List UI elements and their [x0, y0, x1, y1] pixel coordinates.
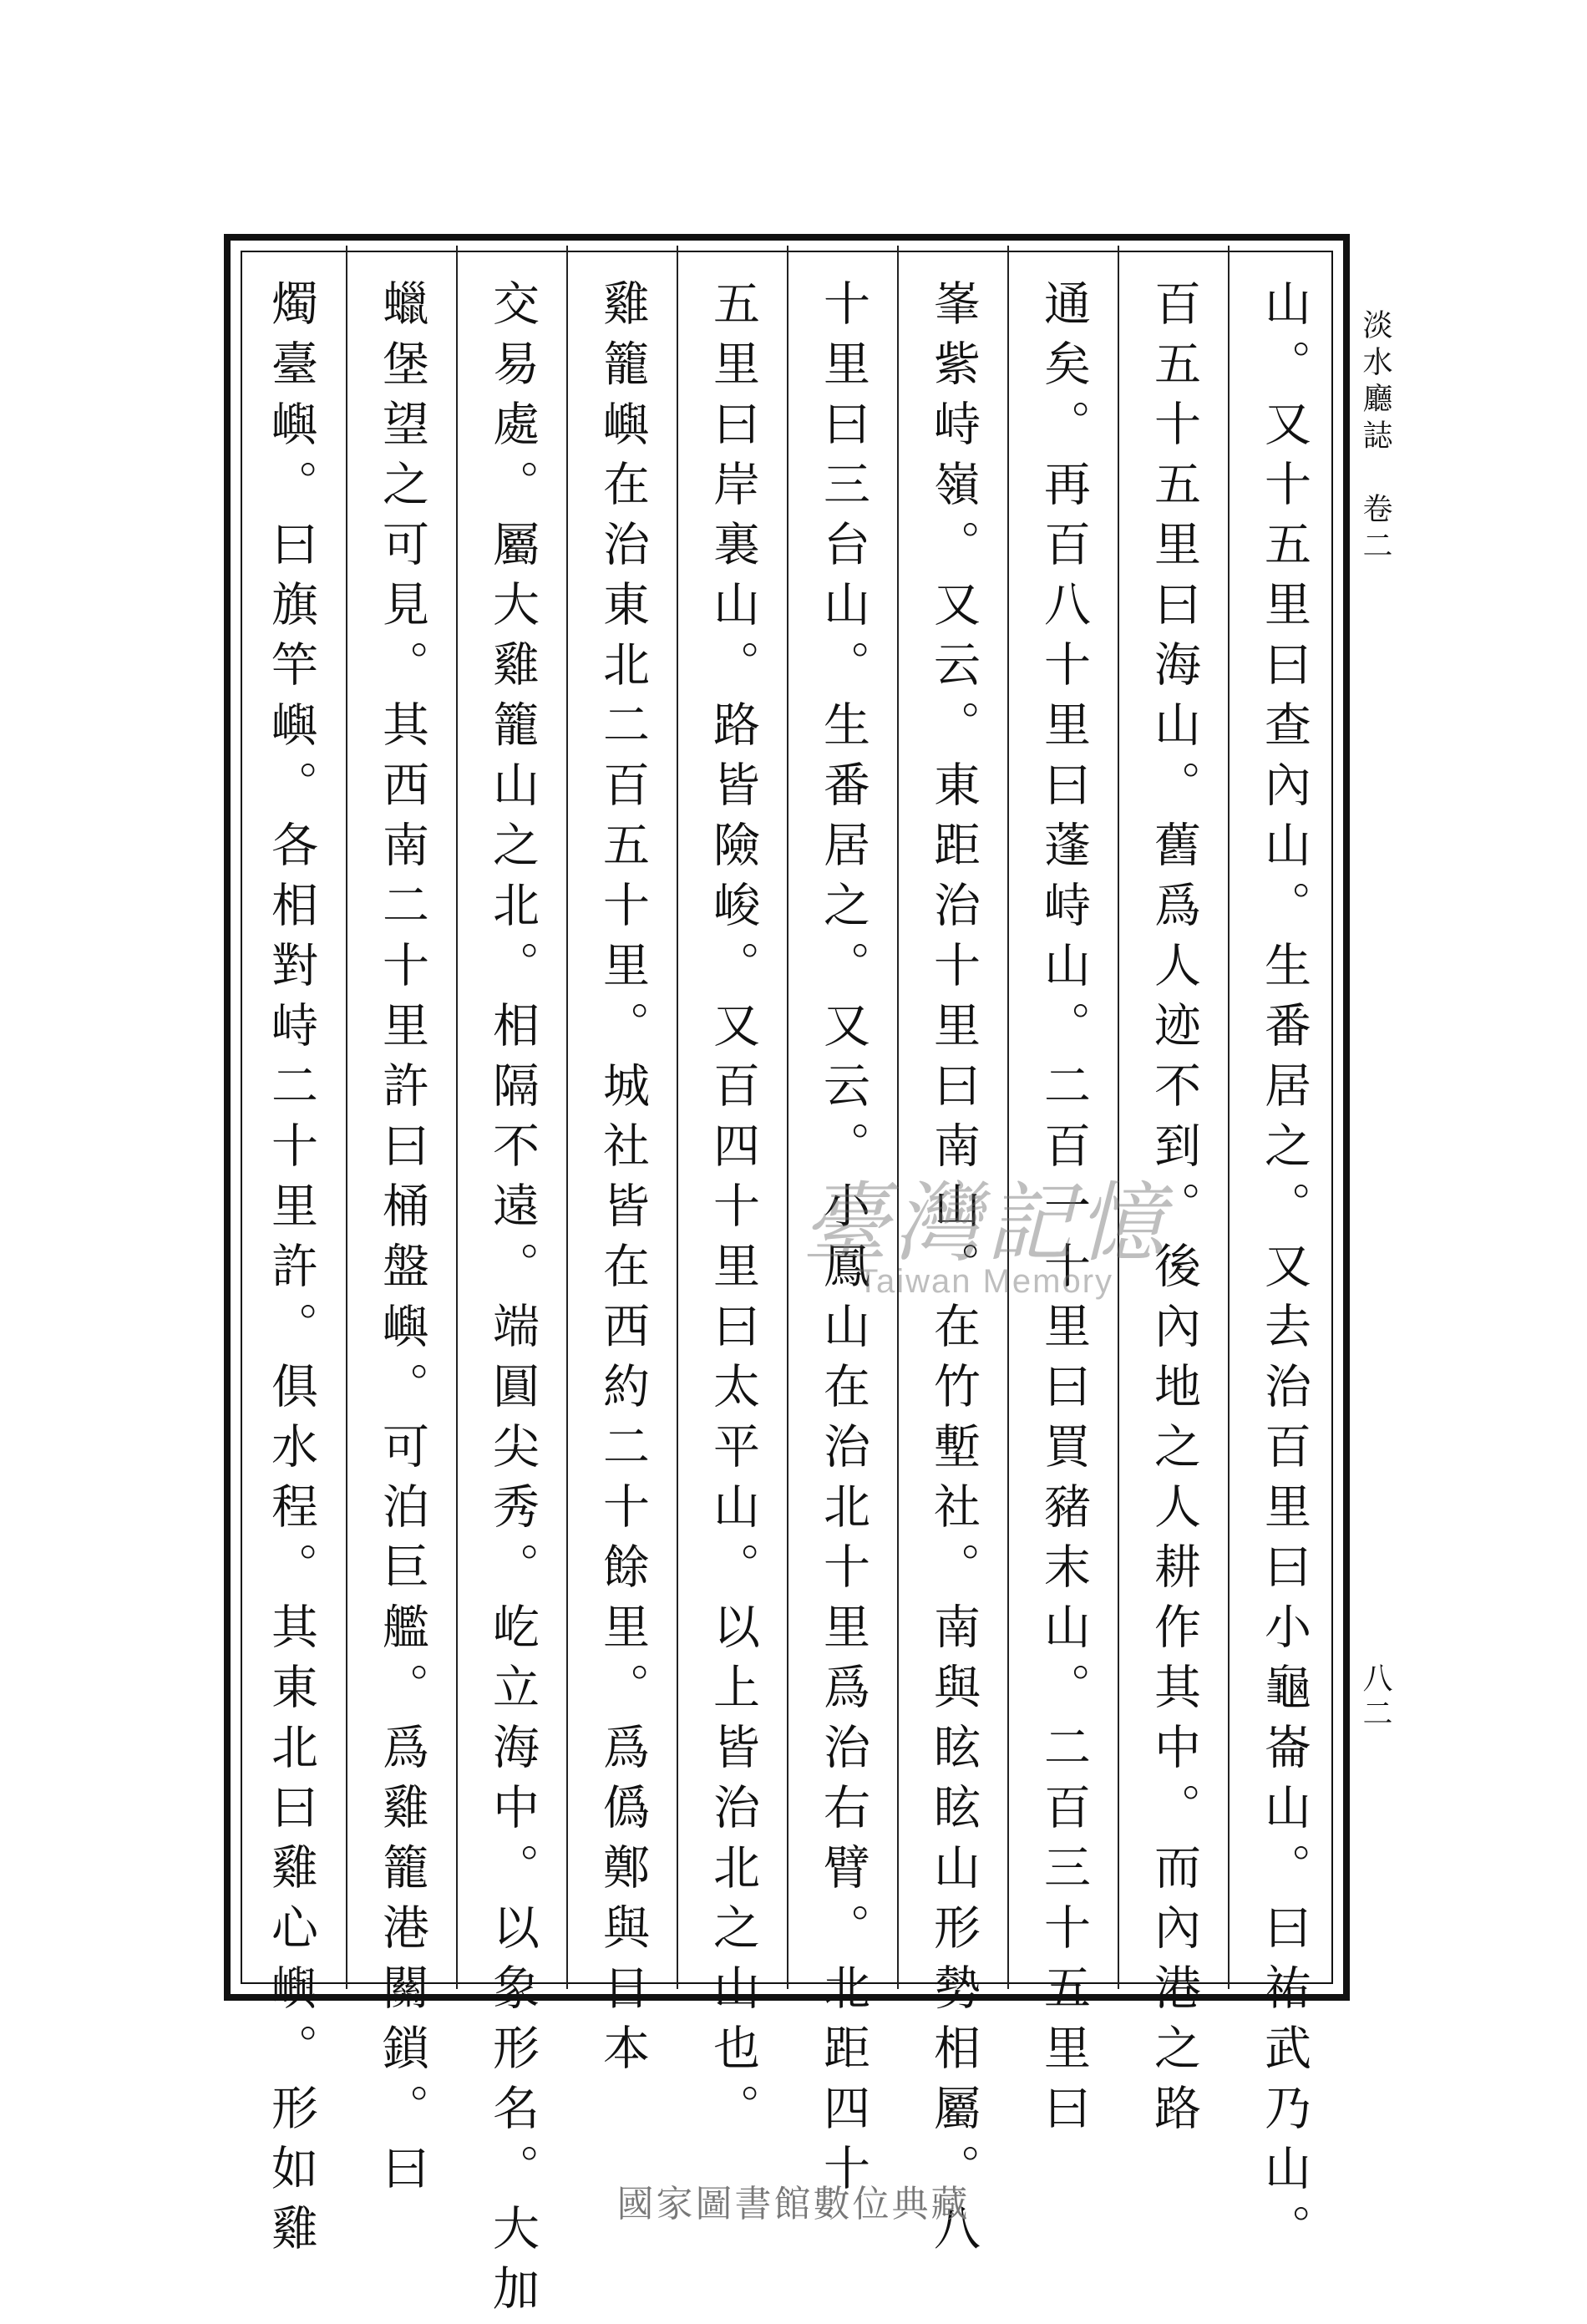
watermark-chinese: 臺灣記憶: [802, 1172, 1170, 1274]
text-column-8: [456, 246, 566, 2324]
column-8-text: 交易處。屬大雞籠山之北。相隔不遠。端圓尖秀。屹立海中。以象形名。大加: [485, 279, 540, 2324]
text-column-10: [236, 246, 346, 2264]
column-1-text: 山。又十五里曰查內山。生番居之。又去治百里曰小龜崙山。曰祐武乃山。: [1257, 279, 1311, 2264]
text-column-9: [346, 246, 456, 2204]
text-column-5: [787, 246, 897, 2204]
page-number: 八二: [1358, 1662, 1392, 1733]
column-5-text: 十里曰三台山。生番居之。又云。小鳳山在治北十里爲治右臂。北距四十: [816, 279, 870, 2204]
column-10-text: 燭臺嶼。曰旗竿嶼。各相對峙二十里許。俱水程。其東北曰雞心嶼。形如雞: [264, 279, 318, 2264]
text-column-7: [566, 246, 677, 2083]
column-2-text: 百五十五里曰海山。舊爲人迹不到。後內地之人耕作其中。而內港之路: [1147, 279, 1201, 2144]
column-4-text: 峯紫峙嶺。又云。東距治十里曰南山。在竹塹社。南與眩眩山形勢相屬。八: [926, 279, 981, 2264]
watermark: [802, 1153, 1169, 1301]
text-column-1: [1228, 246, 1338, 2264]
column-9-text: 蠟堡望之可見。其西南二十里許曰桶盤嶼。可泊巨艦。爲雞籠港關鎖。曰: [375, 279, 429, 2204]
footer-credit: 國家圖書館數位典藏: [616, 2183, 971, 2225]
text-column-6: [677, 246, 787, 2144]
watermark-english: Taiwan Memory: [857, 1263, 1114, 1300]
column-7-text: 雞籠嶼在治東北二百五十里。城社皆在西約二十餘里。爲僞鄭與日本: [596, 279, 650, 2083]
column-3-text: 通矣。再百八十里曰蓬峙山。二百一十里曰買豬末山。二百三十五里曰: [1037, 279, 1091, 2144]
text-column-4: [897, 246, 1007, 2264]
text-column-3: [1007, 246, 1118, 2144]
column-6-text: 五里曰岸裏山。路皆險峻。又百四十里曰太平山。以上皆治北之山也。: [706, 279, 760, 2144]
book-title: 淡水廳誌 卷二: [1358, 309, 1392, 566]
text-column-2: [1118, 246, 1228, 2144]
